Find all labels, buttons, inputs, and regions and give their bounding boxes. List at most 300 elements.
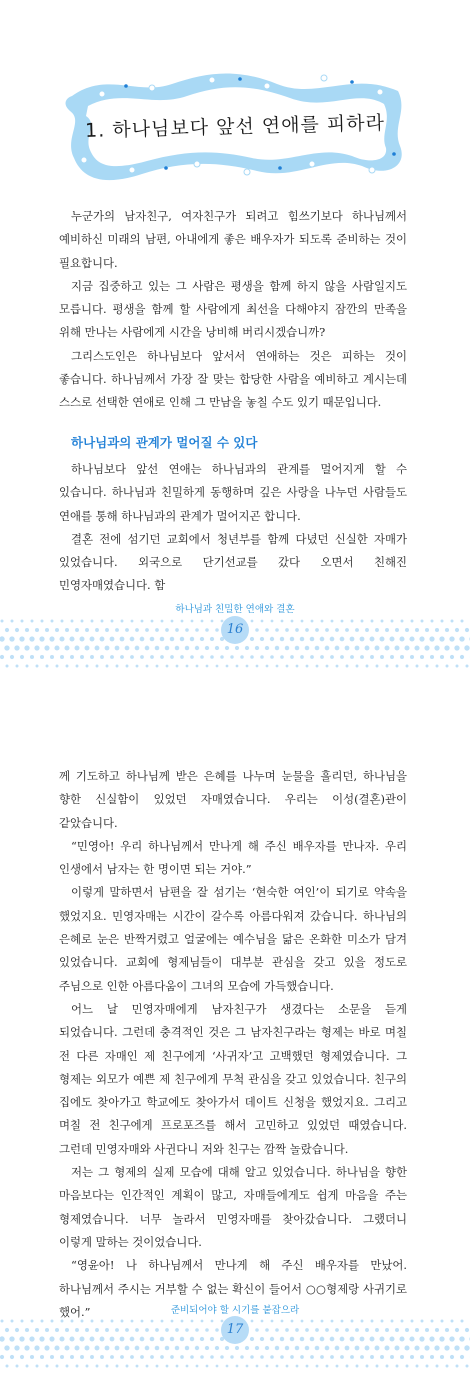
decor-dot [396, 1365, 399, 1368]
decor-dot [320, 637, 325, 642]
decor-dot [24, 1345, 29, 1350]
decor-dot [206, 1365, 209, 1368]
decor-dot [59, 1336, 64, 1341]
decor-dot [171, 1320, 174, 1323]
decor-dot [150, 637, 155, 642]
decor-dot [404, 645, 409, 650]
decor-dot [11, 620, 14, 623]
decor-dot [91, 1320, 94, 1323]
decor-dot [175, 1328, 179, 1332]
decor-dot [320, 1337, 325, 1342]
decor-dot [80, 655, 84, 659]
decor-dot [205, 646, 209, 650]
decor-dot [265, 628, 269, 632]
decor-dot [300, 655, 304, 659]
decor-dot [85, 628, 89, 632]
decor-dot [55, 628, 59, 632]
decor-dot [19, 636, 24, 641]
paragraph: 결혼 전에 섬기던 교회에서 청년부를 함께 다녔던 신실한 자매가 있었습니다. 외국으로 단기선교를 갔다 오면서 친해진 민영자매였습니다. 함 [59, 531, 407, 593]
decor-dot [36, 665, 39, 668]
decor-dot [390, 655, 394, 659]
decor-dot [0, 636, 5, 641]
decor-dot [170, 1355, 174, 1359]
decor-dot [225, 1346, 229, 1350]
decor-dot [101, 1320, 104, 1323]
decor-dot [265, 646, 269, 650]
decor-dot [436, 665, 439, 668]
decor-dot [9, 1336, 14, 1341]
decor-dot [180, 1355, 184, 1359]
decor-dot [430, 655, 434, 659]
decor-dot [64, 645, 69, 650]
decor-dot [340, 655, 344, 659]
decor-dot [375, 628, 379, 632]
decor-dot [160, 637, 165, 642]
decor-dot [260, 637, 264, 641]
paragraph: 저는 그 형제의 실제 모습에 대해 알고 있었습니다. 하나님을 향한 마음보다는 인간적인 계획이 많고, 자매들에게도 쉽게 마음을 주는 형제였습니다. 너무 놀라서 민영자매를 찾아갔습니다. 그랬더니 이렇게 말하는 것이었습니다. [59, 1165, 407, 1249]
decor-dot [341, 1320, 344, 1323]
decor-dot [386, 665, 389, 668]
paragraph: 하나님보다 앞선 연애는 하나님과의 관계를 멀어지게 할 수 있습니다. 하나님과 친밀하게 동행하며 깊은 사랑을 나누던 사람들도 연애를 통해 하나님과의 관계가 멀어지곤 합니다. [59, 461, 407, 523]
decor-dot [290, 1355, 294, 1359]
decor-dot [156, 665, 159, 668]
decor-dot [301, 620, 304, 623]
decor-dot [115, 1346, 120, 1351]
decor-dot [80, 1355, 84, 1359]
decor-dot [316, 1365, 319, 1368]
decor-dot [439, 1336, 444, 1341]
decor-dot [400, 1355, 404, 1359]
decor-dot [431, 620, 434, 623]
decor-dot [35, 628, 39, 632]
decor-dot [381, 620, 384, 623]
decor-dot [276, 1365, 279, 1368]
decor-dot [140, 1337, 145, 1342]
decor-dot [110, 1337, 115, 1342]
decor-dot [80, 1337, 85, 1342]
decor-dot [44, 1345, 49, 1350]
decor-dot [135, 1328, 139, 1332]
decor-dot [256, 1365, 259, 1368]
decor-dot [35, 1328, 39, 1332]
decor-dot [111, 620, 114, 623]
decor-dot [39, 636, 44, 641]
decor-dot [121, 1320, 124, 1323]
decor-dot [95, 646, 100, 651]
decor-dot [9, 636, 14, 641]
decor-dot [90, 655, 94, 659]
decor-dot [200, 637, 204, 641]
decor-dot [454, 1345, 459, 1350]
decor-dot [390, 1355, 394, 1359]
decor-dot [456, 665, 459, 668]
decor-dot [216, 665, 219, 668]
decor-dot [300, 637, 305, 642]
page16-body [59, 205, 407, 598]
decor-dot [315, 646, 320, 651]
decor-dot [261, 620, 264, 623]
decor-dot [450, 655, 454, 659]
decor-dot [6, 1365, 9, 1368]
decor-dot [345, 1328, 349, 1332]
decor-dot [65, 628, 69, 632]
decor-dot [330, 655, 334, 659]
decor-dot [175, 1346, 180, 1351]
decor-dot [405, 628, 409, 632]
decor-dot [270, 655, 274, 659]
decor-dot [245, 1346, 249, 1350]
decor-dot [160, 655, 164, 659]
decor-dot [5, 628, 9, 632]
decor-dot [115, 646, 120, 651]
decor-dot [446, 1365, 449, 1368]
decor-dot [401, 1320, 404, 1323]
decor-dot [455, 628, 459, 632]
decor-dot [120, 1355, 124, 1359]
decor-dot [255, 628, 259, 632]
decor-dot [190, 637, 194, 641]
section-subheading: 하나님과의 관계가 멀어질 수 있다 [71, 434, 258, 450]
decor-dot [155, 628, 159, 632]
decor-dot [409, 636, 414, 641]
decor-dot [240, 1355, 244, 1359]
decor-dot [225, 646, 229, 650]
decor-dot [360, 1355, 364, 1359]
decor-dot [49, 636, 54, 641]
decor-dot [116, 1365, 119, 1368]
decor-dot [461, 620, 464, 623]
paragraph: 지금 집중하고 있는 그 사람은 평생을 함께 하지 않을 사람일지도 모릅니다. 평생을 함께 할 사람에게 최선을 다해야지 잠깐의 만족을 위해 만나는 사람에게 시간을 낭비해 버리시겠습니까? [59, 278, 407, 340]
decor-dot [66, 1365, 69, 1368]
decor-dot [100, 1337, 105, 1342]
decor-dot [285, 1328, 289, 1332]
decor-dot [235, 1346, 239, 1350]
decor-dot [151, 620, 154, 623]
decor-dot [175, 646, 180, 651]
decor-dot [380, 1355, 384, 1359]
decor-dot [75, 1346, 80, 1351]
decor-dot [175, 628, 179, 632]
decor-dot [286, 665, 289, 668]
decor-dot [190, 1337, 194, 1341]
decor-dot [180, 1337, 184, 1341]
decor-dot [270, 1355, 274, 1359]
decor-dot [366, 1365, 369, 1368]
decor-dot [394, 645, 399, 650]
decor-dot [445, 628, 449, 632]
decor-dot [50, 655, 54, 659]
decor-dot [370, 637, 375, 642]
decor-dot [311, 1320, 314, 1323]
decor-dot [215, 646, 219, 650]
decor-dot [60, 1355, 64, 1359]
decor-dot [256, 665, 259, 668]
decor-dot [14, 1345, 19, 1350]
decor-dot [155, 1346, 160, 1351]
decor-dot [190, 1355, 194, 1359]
decor-dot [165, 628, 169, 632]
decor-dot [211, 620, 214, 623]
decor-dot [196, 1365, 199, 1368]
decor-dot [345, 628, 349, 632]
decor-dot [95, 1328, 99, 1332]
decor-dot [226, 665, 229, 668]
decor-dot [281, 620, 284, 623]
decor-dot [255, 1346, 259, 1350]
decor-dot [361, 1320, 364, 1323]
decor-dot [310, 1337, 315, 1342]
decor-dot [441, 620, 444, 623]
decor-dot [435, 628, 439, 632]
decor-dot [330, 1355, 334, 1359]
decor-dot [41, 620, 44, 623]
decor-dot [29, 1336, 34, 1341]
decor-dot [355, 1346, 360, 1351]
decor-dot [331, 1320, 334, 1323]
decor-dot [290, 637, 295, 642]
decor-dot [315, 1328, 319, 1332]
decor-dot [410, 655, 414, 659]
decor-dot [399, 1336, 404, 1341]
decor-dot [280, 655, 284, 659]
decor-dot [365, 628, 369, 632]
decor-dot [19, 1336, 24, 1341]
decor-dot [250, 655, 254, 659]
decor-dot [406, 1365, 409, 1368]
decor-dot [340, 1355, 344, 1359]
decor-dot [66, 665, 69, 668]
decor-dot [441, 1320, 444, 1323]
decor-dot [210, 655, 214, 659]
decor-dot [325, 646, 330, 651]
decor-dot [310, 655, 314, 659]
decor-dot [220, 655, 224, 659]
decor-dot [459, 1336, 464, 1341]
decor-dot [246, 665, 249, 668]
decor-dot [14, 645, 19, 650]
decor-dot [120, 655, 124, 659]
decor-dot [380, 637, 385, 642]
decor-dot [69, 1336, 74, 1341]
decor-dot [444, 1345, 449, 1350]
decor-dot [275, 646, 279, 650]
decor-dot [180, 637, 184, 641]
decor-dot [451, 620, 454, 623]
decor-dot [135, 628, 139, 632]
decor-dot [439, 636, 444, 641]
decor-dot [75, 1328, 79, 1332]
decor-dot [111, 1320, 114, 1323]
decor-dot [90, 1337, 95, 1342]
decor-dot [155, 1328, 159, 1332]
decor-dot [125, 1346, 130, 1351]
decor-dot [120, 1337, 125, 1342]
decor-dot [60, 655, 64, 659]
decor-dot [290, 1337, 295, 1342]
decor-dot [426, 665, 429, 668]
decor-dot [200, 1355, 204, 1359]
decor-dot [266, 1365, 269, 1368]
decor-dot [411, 620, 414, 623]
decor-dot [380, 1337, 385, 1342]
page-17 [0, 690, 470, 1379]
decor-dot [351, 620, 354, 623]
decor-dot [310, 1355, 314, 1359]
decor-dot [165, 1328, 169, 1332]
decor-dot [41, 1320, 44, 1323]
decor-dot [4, 1345, 9, 1350]
decor-dot [406, 665, 409, 668]
decor-dot [350, 1337, 355, 1342]
decor-dot [91, 620, 94, 623]
decor-dot [326, 665, 329, 668]
paragraph: 께 기도하고 하나님께 받은 은혜를 나누며 눈물을 흘리던, 하나님을 향한 신실함이 있었던 자매였습니다. 우리는 이성(결혼)관이 같았습니다. [59, 769, 407, 830]
decor-dot [395, 628, 399, 632]
decor-dot [130, 1337, 135, 1342]
decor-dot [355, 1328, 359, 1332]
decor-dot [429, 636, 434, 641]
decor-dot [360, 637, 365, 642]
decor-dot [166, 665, 169, 668]
decor-dot [180, 655, 184, 659]
decor-dot [391, 620, 394, 623]
decor-dot [350, 1355, 354, 1359]
decor-dot [295, 1328, 299, 1332]
decor-dot [181, 620, 184, 623]
decor-dot [141, 620, 144, 623]
decor-dot [11, 1320, 14, 1323]
decor-dot [40, 655, 44, 659]
decor-dot [325, 1346, 330, 1351]
decor-dot [86, 1365, 89, 1368]
decor-dot [211, 1320, 214, 1323]
decor-dot [195, 646, 199, 650]
decor-dot [336, 1365, 339, 1368]
page-number: 16 [226, 622, 244, 637]
decor-dot [295, 646, 300, 651]
decor-dot [291, 1320, 294, 1323]
decor-dot [306, 665, 309, 668]
decor-dot [305, 1328, 309, 1332]
decor-dot [200, 1337, 204, 1341]
decor-dot [459, 636, 464, 641]
decor-dot [115, 1328, 119, 1332]
decor-dot [191, 620, 194, 623]
decor-dot [405, 1328, 409, 1332]
decor-dot [345, 646, 350, 651]
paragraph: “민영아! 우리 하나님께서 만나게 해 주신 배우자를 만나자. 우리 인생에서 남자는 한 명이면 되는 거야.” [59, 838, 407, 877]
decor-dot [434, 645, 439, 650]
decor-dot [315, 1346, 320, 1351]
decor-dot [61, 1320, 64, 1323]
decor-dot [34, 1345, 39, 1350]
decor-dot [365, 646, 370, 651]
decor-dot [235, 646, 239, 650]
decor-dot [365, 1328, 369, 1332]
decor-dot [150, 1355, 154, 1359]
decor-dot [271, 620, 274, 623]
decor-dot [85, 1328, 89, 1332]
decor-dot [356, 665, 359, 668]
decor-dot [320, 655, 324, 659]
decor-dot [260, 1355, 264, 1359]
decor-dot [140, 637, 145, 642]
decor-dot [370, 655, 374, 659]
decor-dot [381, 1320, 384, 1323]
decor-dot [305, 646, 310, 651]
decor-dot [464, 645, 469, 650]
decor-dot [435, 1328, 439, 1332]
decor-dot [260, 655, 264, 659]
decor-dot [135, 1346, 140, 1351]
decor-dot [310, 637, 315, 642]
decor-dot [281, 1320, 284, 1323]
decor-dot [311, 620, 314, 623]
decor-dot [100, 1355, 104, 1359]
decor-dot [291, 620, 294, 623]
decor-dot [399, 636, 404, 641]
decor-dot [365, 1346, 370, 1351]
decor-dot [295, 628, 299, 632]
decor-dot [64, 1345, 69, 1350]
decor-dot [295, 1346, 300, 1351]
decor-dot [414, 1345, 419, 1350]
decor-dot [430, 1355, 434, 1359]
decor-dot [125, 1328, 129, 1332]
decor-dot [45, 1328, 49, 1332]
decor-dot [461, 1320, 464, 1323]
decor-dot [465, 628, 469, 632]
decor-dot [160, 1355, 164, 1359]
decor-dot [424, 1345, 429, 1350]
decor-dot [280, 1337, 284, 1341]
decor-dot [161, 620, 164, 623]
decor-dot [140, 1355, 144, 1359]
decor-dot [421, 1320, 424, 1323]
decor-dot [20, 655, 24, 659]
decor-dot [46, 1365, 49, 1368]
decor-dot [371, 620, 374, 623]
decor-dot [205, 1328, 209, 1332]
decor-dot [425, 1328, 429, 1332]
decor-dot [24, 645, 29, 650]
decor-dot [21, 1320, 24, 1323]
decor-dot [315, 628, 319, 632]
decor-dot [420, 1355, 424, 1359]
decor-dot [326, 1365, 329, 1368]
decor-dot [39, 1336, 44, 1341]
decor-dot [105, 1328, 109, 1332]
decor-dot [145, 646, 150, 651]
decor-dot [300, 1355, 304, 1359]
decor-dot [340, 1337, 345, 1342]
decor-dot [46, 665, 49, 668]
decor-dot [440, 1355, 444, 1359]
decor-dot [355, 646, 360, 651]
decor-dot [220, 1355, 224, 1359]
decor-dot [130, 1355, 134, 1359]
decor-dot [15, 628, 19, 632]
paragraph: “영윤아! 나 하나님께서 만나게 해 주신 배우자를 만났어. 하나님께서 주시는 거부할 수 없는 확신이 들어서 ○○형제랑 사귀기로 했어.” [59, 1258, 407, 1319]
decor-dot [166, 1365, 169, 1368]
decor-dot [10, 1355, 14, 1359]
decor-dot [120, 637, 125, 642]
decor-dot [335, 1328, 339, 1332]
decor-dot [395, 1328, 399, 1332]
decor-dot [141, 1320, 144, 1323]
decor-dot [161, 1320, 164, 1323]
decor-dot [290, 655, 294, 659]
